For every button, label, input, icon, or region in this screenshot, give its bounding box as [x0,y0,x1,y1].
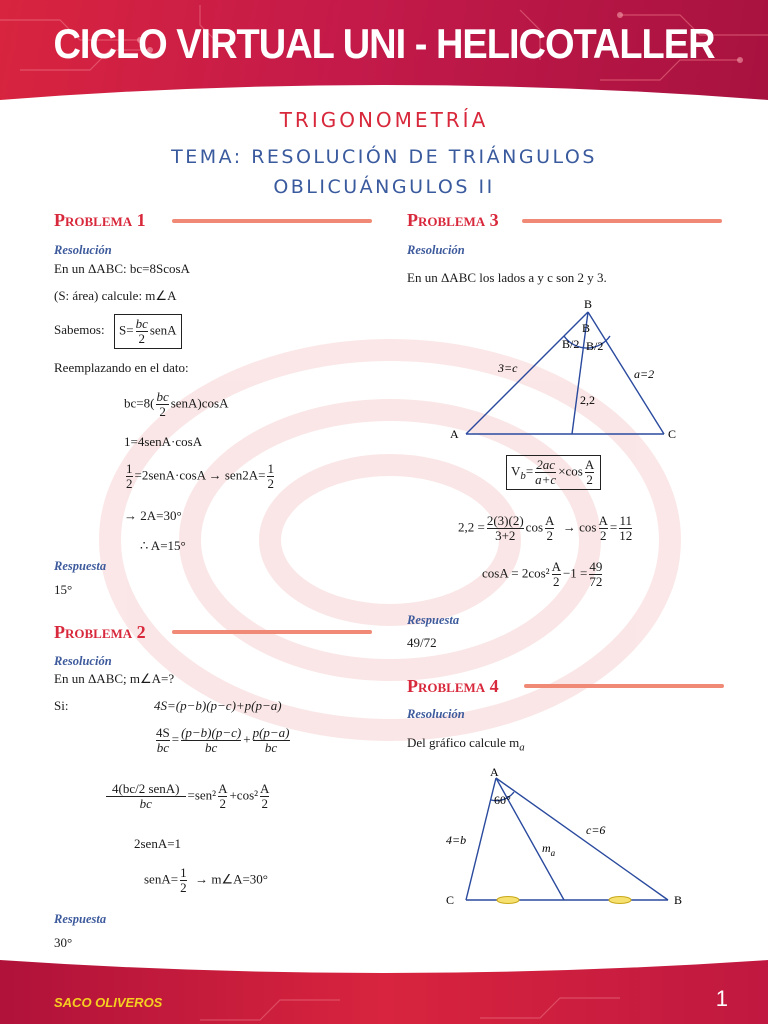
p4-intro-sub: a [519,741,525,754]
p2-eq3-right: =sen² [187,787,217,803]
p3-eq1-rden: 12 [619,528,633,543]
p3-eq1-two2: 2 [599,528,607,543]
p2-eq4: 2senA=1 [134,836,182,851]
p1-eq3-den2: 2 [267,476,274,491]
p2-eq5-den: 2 [180,880,187,895]
p3-triangle-figure [440,292,700,452]
p2-eq5 [144,866,268,895]
p3-box-two: 2 [586,472,593,487]
p3-eq2-a: A [551,559,561,574]
topic-title-line2: OBLICUÁNGULOS II [273,176,495,198]
p2-eq1: 4S=(p−b)(p−c)+p(p−a) [154,698,282,713]
p2-intro: En un ΔABC; m∠A=? [54,671,175,686]
p2-resolucion-label: Resolución [54,654,112,668]
p3-label-b: B [584,297,593,311]
p3-respuesta-label: Respuesta [407,613,460,627]
p1-eq3 [124,462,276,491]
p3-box-right: ×cos [558,463,583,479]
p3-box-den: a+c [535,472,557,487]
p2-eq2-num1: 4S [156,725,170,740]
subject-title: TRIGONOMETRÍA [279,108,489,132]
p4-label-c: C [446,893,455,907]
p2-eq3-two2: 2 [261,796,268,811]
p3-intro: En un ΔABC los lados a y c son 2 y 3. [407,270,607,285]
p1-formula-right: senA [149,322,177,338]
topic-title-line1: TEMA: RESOLUCIÓN DE TRIÁNGULOS [171,146,597,168]
p3-label-side-c: 3=c [498,361,518,375]
problem1-heading: Problema 1 [54,210,146,230]
p1-eq1-num: bc [156,389,169,404]
p3-eq2-den: 72 [589,574,603,589]
p2-eq2-den3: bc [264,740,278,755]
p1-resolucion-label: Resolución [54,243,112,257]
p3-label-b-inner: B [582,321,591,335]
p3-eq2-num: 49 [589,559,603,574]
p2-eq2: $\frac{4S}{bc}$ = $\frac{(p-b)(p-c)}{bc}$ + $\frac{p(p-a)}{bc}$ [156,725,290,755]
p3-label-a: A [450,427,459,441]
problem2-rule [172,630,372,634]
problem3-rule [522,219,722,223]
p1-eq3-den: 2 [126,476,133,491]
p3-label-c: C [668,427,677,441]
p3-eq2-left: cosA = 2cos² [482,565,550,581]
p1-eq3-mid: =2senA·cosA → sen2A= [134,467,266,483]
p4-equal-mark-left [497,897,519,904]
p3-bisector-formula [506,455,601,490]
p1-intro: En un ΔABC: bc=8ScosA [54,261,190,276]
p3-box-sub: b [520,470,526,483]
p1-condition: (S: área) calcule: m∠A [54,288,177,303]
p3-box-eq: = [525,463,534,479]
p2-respuesta-label: Respuesta [54,912,107,926]
p4-label-median [542,841,556,858]
p3-label-half1: B/2 [562,337,580,351]
p2-eq3-a2: A [260,781,270,796]
p4-label-median-sub: a [550,848,556,858]
p2-eq3-den: bc [139,796,152,811]
p1-formula-num: bc [135,316,148,331]
problem3-heading: Problema 3 [407,210,499,230]
problem2-heading: Problema 2 [54,622,146,642]
p4-side-ab [496,778,668,900]
p1-reemplazando: Reemplazando en el dato: [54,360,189,375]
p1-eq1-right: senA)cosA [170,395,229,411]
footer-decoration [0,960,768,1024]
p3-eq1-rnum: 11 [619,513,632,528]
p3-box-a: A [584,457,595,472]
p4-equal-mark-right [609,897,631,904]
p3-eq2 [482,560,604,589]
p4-resolucion-label: Resolución [407,707,465,721]
p4-label-b: B [674,893,683,907]
p4-intro [407,735,525,754]
p1-eq1 [124,390,228,419]
p2-eq5-right: → m∠A=30° [195,871,268,887]
problem4-heading: Problema 4 [407,676,499,696]
p2-eq2-den1: bc [156,740,169,755]
p3-eq1-den: 3+2 [495,528,516,543]
p1-eq5: ∴ A=15° [140,538,186,553]
p1-respuesta-label: Respuesta [54,559,107,573]
p3-eq2-mid: −1 = [562,565,588,581]
p1-eq4: → 2A=30° [124,508,182,523]
p3-eq2-two: 2 [553,574,560,589]
p4-label-angle: 60° [494,793,511,807]
header-banner [0,0,768,100]
p3-label-half2: B/2 [586,339,604,353]
p3-eq1-left: 2,2 = [458,519,485,535]
p2-eq5-left: senA= [144,871,179,887]
p3-eq1-a: A [545,513,555,528]
p3-resolucion-label: Resolución [407,243,465,257]
p3-eq1-eq: = [609,519,618,535]
p2-eq3-plus: +cos² [229,787,259,803]
p2-eq2-num2: (p−b)(p−c) [181,725,242,740]
p2-eq5-num: 1 [180,865,187,880]
p4-label-side-b: 4=b [446,833,467,847]
p3-eq1-a2: A [598,513,608,528]
p2-eq2-num3: p(p−a) [252,725,290,740]
p3-side-ab [466,312,591,434]
p3-eq1 [458,514,634,543]
p4-label-side-c: c=6 [586,823,606,837]
p3-label-median: 2,2 [580,393,595,407]
p2-eq3 [104,782,271,811]
p3-eq1-cos: cos [525,519,544,535]
p3-eq1-num: 2(3)(2) [486,513,524,528]
problem4-rule [524,684,724,688]
p2-si: Si: [54,698,69,713]
p2-eq3-two1: 2 [219,796,227,811]
p2-eq3-num: 4(bc/2 senA) [106,782,186,797]
site-title: CICLO VIRTUAL UNI - HELICOTALLER [53,21,715,69]
p3-box-num: 2ac [536,457,556,472]
p3-eq1-arrow: → cos [562,519,597,535]
p1-formula-den: 2 [138,331,145,346]
p4-intro-text: Del gráfico calcule m [407,735,520,750]
page-number: 1 [715,986,728,1011]
p1-eq1-den: 2 [159,404,166,419]
footer-banner [0,960,768,1024]
footer-brand: SACO OLIVEROS [54,995,163,1010]
p3-answer: 49/72 [407,635,437,650]
p4-label-median-m: m [542,841,551,855]
problem1-rule [172,219,372,223]
p1-eq3-num2: 1 [267,461,274,476]
p4-side-ac [466,778,496,900]
p1-area-formula [114,314,182,349]
p1-sabemos: Sabemos: [54,322,105,337]
p2-eq2-den2: bc [205,740,218,755]
p4-label-a: A [490,765,499,779]
p4-triangle-figure [440,760,700,920]
p3-label-side-a: a=2 [634,367,655,381]
p3-eq1-two: 2 [546,528,553,543]
p1-eq1-left: bc=8( [124,395,155,411]
p1-answer: 15° [54,582,73,597]
p1-formula-left: S= [119,322,134,338]
p2-eq3-a1: A [218,781,228,796]
p1-eq2: 1=4senA·cosA [124,434,203,449]
p3-box-v: V [511,463,521,479]
p2-answer: 30° [54,935,73,950]
p1-eq3-num: 1 [126,461,133,476]
